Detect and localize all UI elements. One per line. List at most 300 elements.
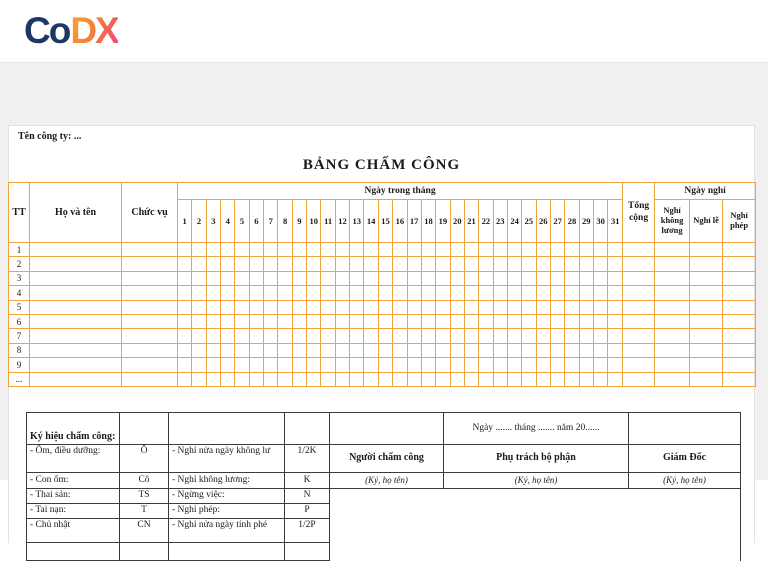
col-header-days-group: Ngày trong tháng bbox=[178, 183, 623, 200]
position-cell bbox=[122, 329, 178, 343]
day-cell bbox=[593, 314, 607, 328]
brand-header bbox=[0, 0, 768, 62]
leave-holiday-cell bbox=[690, 271, 723, 285]
day-cell bbox=[421, 372, 435, 386]
day-cell bbox=[407, 243, 421, 257]
leave-unpaid-cell bbox=[655, 257, 690, 271]
day-cell bbox=[335, 372, 349, 386]
day-cell bbox=[522, 271, 536, 285]
day-cell bbox=[550, 286, 564, 300]
day-cell bbox=[235, 300, 249, 314]
day-cell bbox=[479, 343, 493, 357]
day-header-cell: 12 bbox=[335, 200, 349, 243]
day-cell bbox=[335, 329, 349, 343]
day-header-cell: 29 bbox=[579, 200, 593, 243]
leave-holiday-cell bbox=[690, 329, 723, 343]
day-cell bbox=[421, 314, 435, 328]
day-cell bbox=[335, 257, 349, 271]
codx-logo bbox=[24, 10, 118, 52]
day-cell bbox=[335, 343, 349, 357]
leave-unpaid-cell bbox=[655, 358, 690, 372]
day-cell bbox=[307, 372, 321, 386]
day-cell bbox=[192, 257, 206, 271]
position-cell bbox=[122, 286, 178, 300]
leave-holiday-cell bbox=[690, 300, 723, 314]
day-cell bbox=[235, 257, 249, 271]
day-header-cell: 20 bbox=[450, 200, 464, 243]
legend-signature-table bbox=[26, 412, 741, 561]
logo-text-dx: DX bbox=[70, 10, 118, 51]
day-cell bbox=[249, 257, 263, 271]
day-cell bbox=[178, 300, 192, 314]
day-cell bbox=[450, 314, 464, 328]
day-cell bbox=[464, 358, 478, 372]
day-cell bbox=[407, 329, 421, 343]
day-cell bbox=[178, 243, 192, 257]
day-cell bbox=[307, 343, 321, 357]
day-header-cell: 3 bbox=[206, 200, 220, 243]
legend-code: T bbox=[120, 504, 169, 519]
day-cell bbox=[565, 243, 579, 257]
day-cell bbox=[393, 372, 407, 386]
day-cell bbox=[450, 257, 464, 271]
day-header-cell: 30 bbox=[593, 200, 607, 243]
day-cell bbox=[278, 329, 292, 343]
day-cell bbox=[550, 372, 564, 386]
day-cell bbox=[579, 358, 593, 372]
day-cell bbox=[249, 372, 263, 386]
legend-code: Ô bbox=[120, 445, 169, 473]
day-cell bbox=[507, 358, 521, 372]
day-cell bbox=[292, 343, 306, 357]
day-cell bbox=[350, 358, 364, 372]
day-cell bbox=[393, 257, 407, 271]
timesheet-row bbox=[9, 358, 756, 372]
day-cell bbox=[479, 358, 493, 372]
employee-name-cell bbox=[30, 300, 122, 314]
day-cell bbox=[278, 271, 292, 285]
leave-unpaid-cell bbox=[655, 243, 690, 257]
day-cell bbox=[522, 372, 536, 386]
day-cell bbox=[493, 372, 507, 386]
day-cell bbox=[450, 372, 464, 386]
total-cell bbox=[623, 300, 655, 314]
day-cell bbox=[307, 314, 321, 328]
total-cell bbox=[623, 372, 655, 386]
leave-annual-cell bbox=[723, 329, 756, 343]
day-cell bbox=[579, 243, 593, 257]
legend-label bbox=[169, 543, 285, 561]
col-header-leave-unpaid: Nghỉ không lương bbox=[655, 200, 690, 243]
day-cell bbox=[522, 286, 536, 300]
day-cell bbox=[178, 286, 192, 300]
signature-cell-empty bbox=[330, 413, 444, 445]
day-cell bbox=[278, 257, 292, 271]
legend-code bbox=[120, 543, 169, 561]
day-cell bbox=[307, 300, 321, 314]
day-cell bbox=[536, 300, 550, 314]
day-cell bbox=[206, 243, 220, 257]
day-cell bbox=[307, 257, 321, 271]
leave-unpaid-cell bbox=[655, 314, 690, 328]
day-cell bbox=[249, 300, 263, 314]
timesheet-table bbox=[8, 182, 756, 387]
day-cell bbox=[464, 257, 478, 271]
leave-unpaid-cell bbox=[655, 372, 690, 386]
day-cell bbox=[292, 257, 306, 271]
day-cell bbox=[378, 314, 392, 328]
signature-note: (Ký, họ tên) bbox=[629, 473, 741, 489]
signature-role-department-head: Phụ trách bộ phận bbox=[444, 445, 629, 473]
day-cell bbox=[565, 300, 579, 314]
day-cell bbox=[593, 271, 607, 285]
day-cell bbox=[364, 243, 378, 257]
day-cell bbox=[565, 257, 579, 271]
day-cell bbox=[264, 329, 278, 343]
day-cell bbox=[565, 329, 579, 343]
legend-code: 1/2K bbox=[285, 445, 330, 473]
day-header-cell: 26 bbox=[536, 200, 550, 243]
row-number-cell: 4 bbox=[9, 286, 30, 300]
row-number-cell: 3 bbox=[9, 271, 30, 285]
col-header-position: Chức vụ bbox=[122, 183, 178, 243]
day-header-cell: 15 bbox=[378, 200, 392, 243]
day-cell bbox=[321, 372, 335, 386]
day-cell bbox=[192, 343, 206, 357]
day-cell bbox=[493, 300, 507, 314]
employee-name-cell bbox=[30, 343, 122, 357]
day-cell bbox=[364, 358, 378, 372]
day-cell bbox=[278, 286, 292, 300]
day-cell bbox=[479, 329, 493, 343]
day-header-cell: 28 bbox=[565, 200, 579, 243]
day-cell bbox=[608, 257, 623, 271]
day-cell bbox=[565, 343, 579, 357]
timesheet-row bbox=[9, 372, 756, 386]
legend-code: Cô bbox=[120, 473, 169, 489]
timesheet-row bbox=[9, 300, 756, 314]
legend-code: CN bbox=[120, 519, 169, 543]
day-cell bbox=[249, 271, 263, 285]
day-cell bbox=[278, 243, 292, 257]
day-cell bbox=[493, 329, 507, 343]
day-header-cell: 19 bbox=[436, 200, 450, 243]
workspace-background bbox=[0, 63, 768, 530]
day-cell bbox=[264, 300, 278, 314]
day-cell bbox=[436, 286, 450, 300]
day-cell bbox=[221, 300, 235, 314]
legend-label: - Chủ nhật bbox=[27, 519, 120, 543]
day-cell bbox=[579, 329, 593, 343]
day-header-cell: 31 bbox=[608, 200, 623, 243]
day-cell bbox=[206, 314, 220, 328]
day-cell bbox=[192, 271, 206, 285]
legend-cell-empty bbox=[285, 413, 330, 445]
day-cell bbox=[364, 329, 378, 343]
day-header-cell: 25 bbox=[522, 200, 536, 243]
day-cell bbox=[221, 314, 235, 328]
leave-holiday-cell bbox=[690, 314, 723, 328]
day-header-cell: 13 bbox=[350, 200, 364, 243]
day-cell bbox=[221, 286, 235, 300]
day-cell bbox=[350, 271, 364, 285]
day-cell bbox=[321, 329, 335, 343]
legend-code: P bbox=[285, 504, 330, 519]
day-cell bbox=[479, 271, 493, 285]
day-cell bbox=[378, 358, 392, 372]
day-header-cell: 10 bbox=[307, 200, 321, 243]
day-header-cell: 11 bbox=[321, 200, 335, 243]
day-cell bbox=[493, 243, 507, 257]
day-header-cell: 23 bbox=[493, 200, 507, 243]
leave-annual-cell bbox=[723, 257, 756, 271]
day-cell bbox=[206, 257, 220, 271]
day-cell bbox=[608, 314, 623, 328]
day-cell bbox=[522, 329, 536, 343]
day-cell bbox=[450, 243, 464, 257]
day-cell bbox=[221, 343, 235, 357]
legend-label: - Nghỉ phép: bbox=[169, 504, 285, 519]
day-cell bbox=[235, 286, 249, 300]
day-header-cell: 6 bbox=[249, 200, 263, 243]
day-cell bbox=[206, 329, 220, 343]
day-cell bbox=[536, 286, 550, 300]
day-cell bbox=[479, 257, 493, 271]
day-cell bbox=[593, 343, 607, 357]
leave-annual-cell bbox=[723, 271, 756, 285]
day-cell bbox=[493, 286, 507, 300]
row-number-cell: 7 bbox=[9, 329, 30, 343]
total-cell bbox=[623, 243, 655, 257]
day-cell bbox=[522, 300, 536, 314]
legend-label bbox=[27, 543, 120, 561]
day-cell bbox=[536, 314, 550, 328]
col-header-leave-holiday: Nghỉ lễ bbox=[690, 200, 723, 243]
day-cell bbox=[321, 271, 335, 285]
day-cell bbox=[350, 329, 364, 343]
legend-label: - Nghỉ không lương: bbox=[169, 473, 285, 489]
day-cell bbox=[264, 271, 278, 285]
position-cell bbox=[122, 243, 178, 257]
day-cell bbox=[264, 243, 278, 257]
day-header-cell: 22 bbox=[479, 200, 493, 243]
day-cell bbox=[479, 300, 493, 314]
day-cell bbox=[321, 314, 335, 328]
day-cell bbox=[464, 314, 478, 328]
day-cell bbox=[321, 358, 335, 372]
day-cell bbox=[192, 243, 206, 257]
day-cell bbox=[393, 271, 407, 285]
day-cell bbox=[565, 271, 579, 285]
timesheet-row bbox=[9, 243, 756, 257]
day-cell bbox=[407, 314, 421, 328]
legend-label: - Con ốm: bbox=[27, 473, 120, 489]
day-cell bbox=[393, 243, 407, 257]
day-header-cell: 9 bbox=[292, 200, 306, 243]
day-cell bbox=[206, 372, 220, 386]
day-cell bbox=[206, 286, 220, 300]
day-cell bbox=[393, 358, 407, 372]
leave-holiday-cell bbox=[690, 372, 723, 386]
day-cell bbox=[307, 271, 321, 285]
day-cell bbox=[178, 329, 192, 343]
day-cell bbox=[493, 257, 507, 271]
day-cell bbox=[393, 329, 407, 343]
day-cell bbox=[235, 243, 249, 257]
day-cell bbox=[450, 343, 464, 357]
leave-annual-cell bbox=[723, 314, 756, 328]
day-cell bbox=[536, 372, 550, 386]
signature-role-director: Giám Đốc bbox=[629, 445, 741, 473]
day-cell bbox=[593, 372, 607, 386]
day-cell bbox=[464, 329, 478, 343]
day-cell bbox=[436, 329, 450, 343]
day-cell bbox=[579, 257, 593, 271]
day-cell bbox=[292, 243, 306, 257]
day-cell bbox=[407, 358, 421, 372]
signature-date-line: Ngày ....... tháng ....... năm 20...... bbox=[444, 413, 629, 445]
day-cell bbox=[608, 300, 623, 314]
day-header-cell: 17 bbox=[407, 200, 421, 243]
legend-title: Ký hiệu chấm công: bbox=[27, 413, 120, 445]
legend-label: - Tai nạn: bbox=[27, 504, 120, 519]
day-header-cell: 27 bbox=[550, 200, 564, 243]
day-cell bbox=[335, 314, 349, 328]
day-cell bbox=[450, 286, 464, 300]
day-cell bbox=[608, 329, 623, 343]
legend-code: N bbox=[285, 489, 330, 504]
day-cell bbox=[278, 300, 292, 314]
day-cell bbox=[593, 243, 607, 257]
day-cell bbox=[593, 329, 607, 343]
total-cell bbox=[623, 358, 655, 372]
legend-code: 1/2P bbox=[285, 519, 330, 543]
col-header-leave-group: Ngày nghỉ bbox=[655, 183, 756, 200]
day-cell bbox=[579, 314, 593, 328]
day-cell bbox=[364, 271, 378, 285]
day-cell bbox=[350, 343, 364, 357]
day-cell bbox=[407, 343, 421, 357]
day-cell bbox=[493, 343, 507, 357]
day-cell bbox=[221, 243, 235, 257]
col-header-total: Tổng cộng bbox=[623, 183, 655, 243]
day-cell bbox=[464, 271, 478, 285]
position-cell bbox=[122, 271, 178, 285]
day-cell bbox=[436, 343, 450, 357]
day-cell bbox=[536, 343, 550, 357]
day-cell bbox=[292, 286, 306, 300]
day-cell bbox=[421, 358, 435, 372]
day-cell bbox=[436, 271, 450, 285]
day-cell bbox=[522, 243, 536, 257]
day-cell bbox=[321, 286, 335, 300]
day-cell bbox=[450, 358, 464, 372]
day-cell bbox=[321, 343, 335, 357]
day-cell bbox=[436, 358, 450, 372]
day-cell bbox=[579, 343, 593, 357]
day-cell bbox=[192, 329, 206, 343]
total-cell bbox=[623, 271, 655, 285]
day-cell bbox=[507, 314, 521, 328]
day-cell bbox=[507, 329, 521, 343]
position-cell bbox=[122, 343, 178, 357]
day-header-cell: 5 bbox=[235, 200, 249, 243]
leave-annual-cell bbox=[723, 286, 756, 300]
company-name-label: Tên công ty: ... bbox=[18, 131, 82, 142]
day-cell bbox=[264, 286, 278, 300]
day-cell bbox=[608, 372, 623, 386]
position-cell bbox=[122, 314, 178, 328]
row-number-cell: 5 bbox=[9, 300, 30, 314]
day-cell bbox=[206, 343, 220, 357]
day-cell bbox=[421, 286, 435, 300]
day-cell bbox=[565, 286, 579, 300]
total-cell bbox=[623, 343, 655, 357]
day-cell bbox=[507, 257, 521, 271]
col-header-leave-annual: Nghỉ phép bbox=[723, 200, 756, 243]
position-cell bbox=[122, 300, 178, 314]
day-cell bbox=[378, 286, 392, 300]
day-cell bbox=[407, 257, 421, 271]
day-cell bbox=[393, 300, 407, 314]
leave-unpaid-cell bbox=[655, 300, 690, 314]
position-cell bbox=[122, 257, 178, 271]
logo-text-co: Co bbox=[24, 10, 70, 51]
day-cell bbox=[579, 286, 593, 300]
day-cell bbox=[593, 358, 607, 372]
day-cell bbox=[593, 257, 607, 271]
employee-name-cell bbox=[30, 243, 122, 257]
day-cell bbox=[608, 243, 623, 257]
day-cell bbox=[264, 343, 278, 357]
day-cell bbox=[608, 271, 623, 285]
day-cell bbox=[350, 286, 364, 300]
employee-name-cell bbox=[30, 286, 122, 300]
timesheet-row bbox=[9, 329, 756, 343]
row-number-cell: 8 bbox=[9, 343, 30, 357]
day-cell bbox=[235, 329, 249, 343]
day-cell bbox=[221, 372, 235, 386]
day-header-cell: 8 bbox=[278, 200, 292, 243]
day-cell bbox=[593, 300, 607, 314]
day-cell bbox=[407, 271, 421, 285]
day-cell bbox=[292, 314, 306, 328]
row-number-cell: ... bbox=[9, 372, 30, 386]
legend-label: - Thai sản: bbox=[27, 489, 120, 504]
day-cell bbox=[321, 300, 335, 314]
day-cell bbox=[507, 372, 521, 386]
leave-annual-cell bbox=[723, 343, 756, 357]
day-cell bbox=[335, 286, 349, 300]
day-cell bbox=[264, 314, 278, 328]
day-cell bbox=[522, 314, 536, 328]
employee-name-cell bbox=[30, 257, 122, 271]
day-cell bbox=[278, 372, 292, 386]
row-number-cell: 2 bbox=[9, 257, 30, 271]
timesheet-row bbox=[9, 343, 756, 357]
day-cell bbox=[493, 358, 507, 372]
day-cell bbox=[507, 286, 521, 300]
day-header-cell: 2 bbox=[192, 200, 206, 243]
day-cell bbox=[178, 343, 192, 357]
day-cell bbox=[364, 314, 378, 328]
day-cell bbox=[436, 300, 450, 314]
day-cell bbox=[178, 314, 192, 328]
signature-note: (Ký, họ tên) bbox=[330, 473, 444, 489]
day-cell bbox=[307, 286, 321, 300]
employee-name-cell bbox=[30, 271, 122, 285]
day-cell bbox=[350, 257, 364, 271]
